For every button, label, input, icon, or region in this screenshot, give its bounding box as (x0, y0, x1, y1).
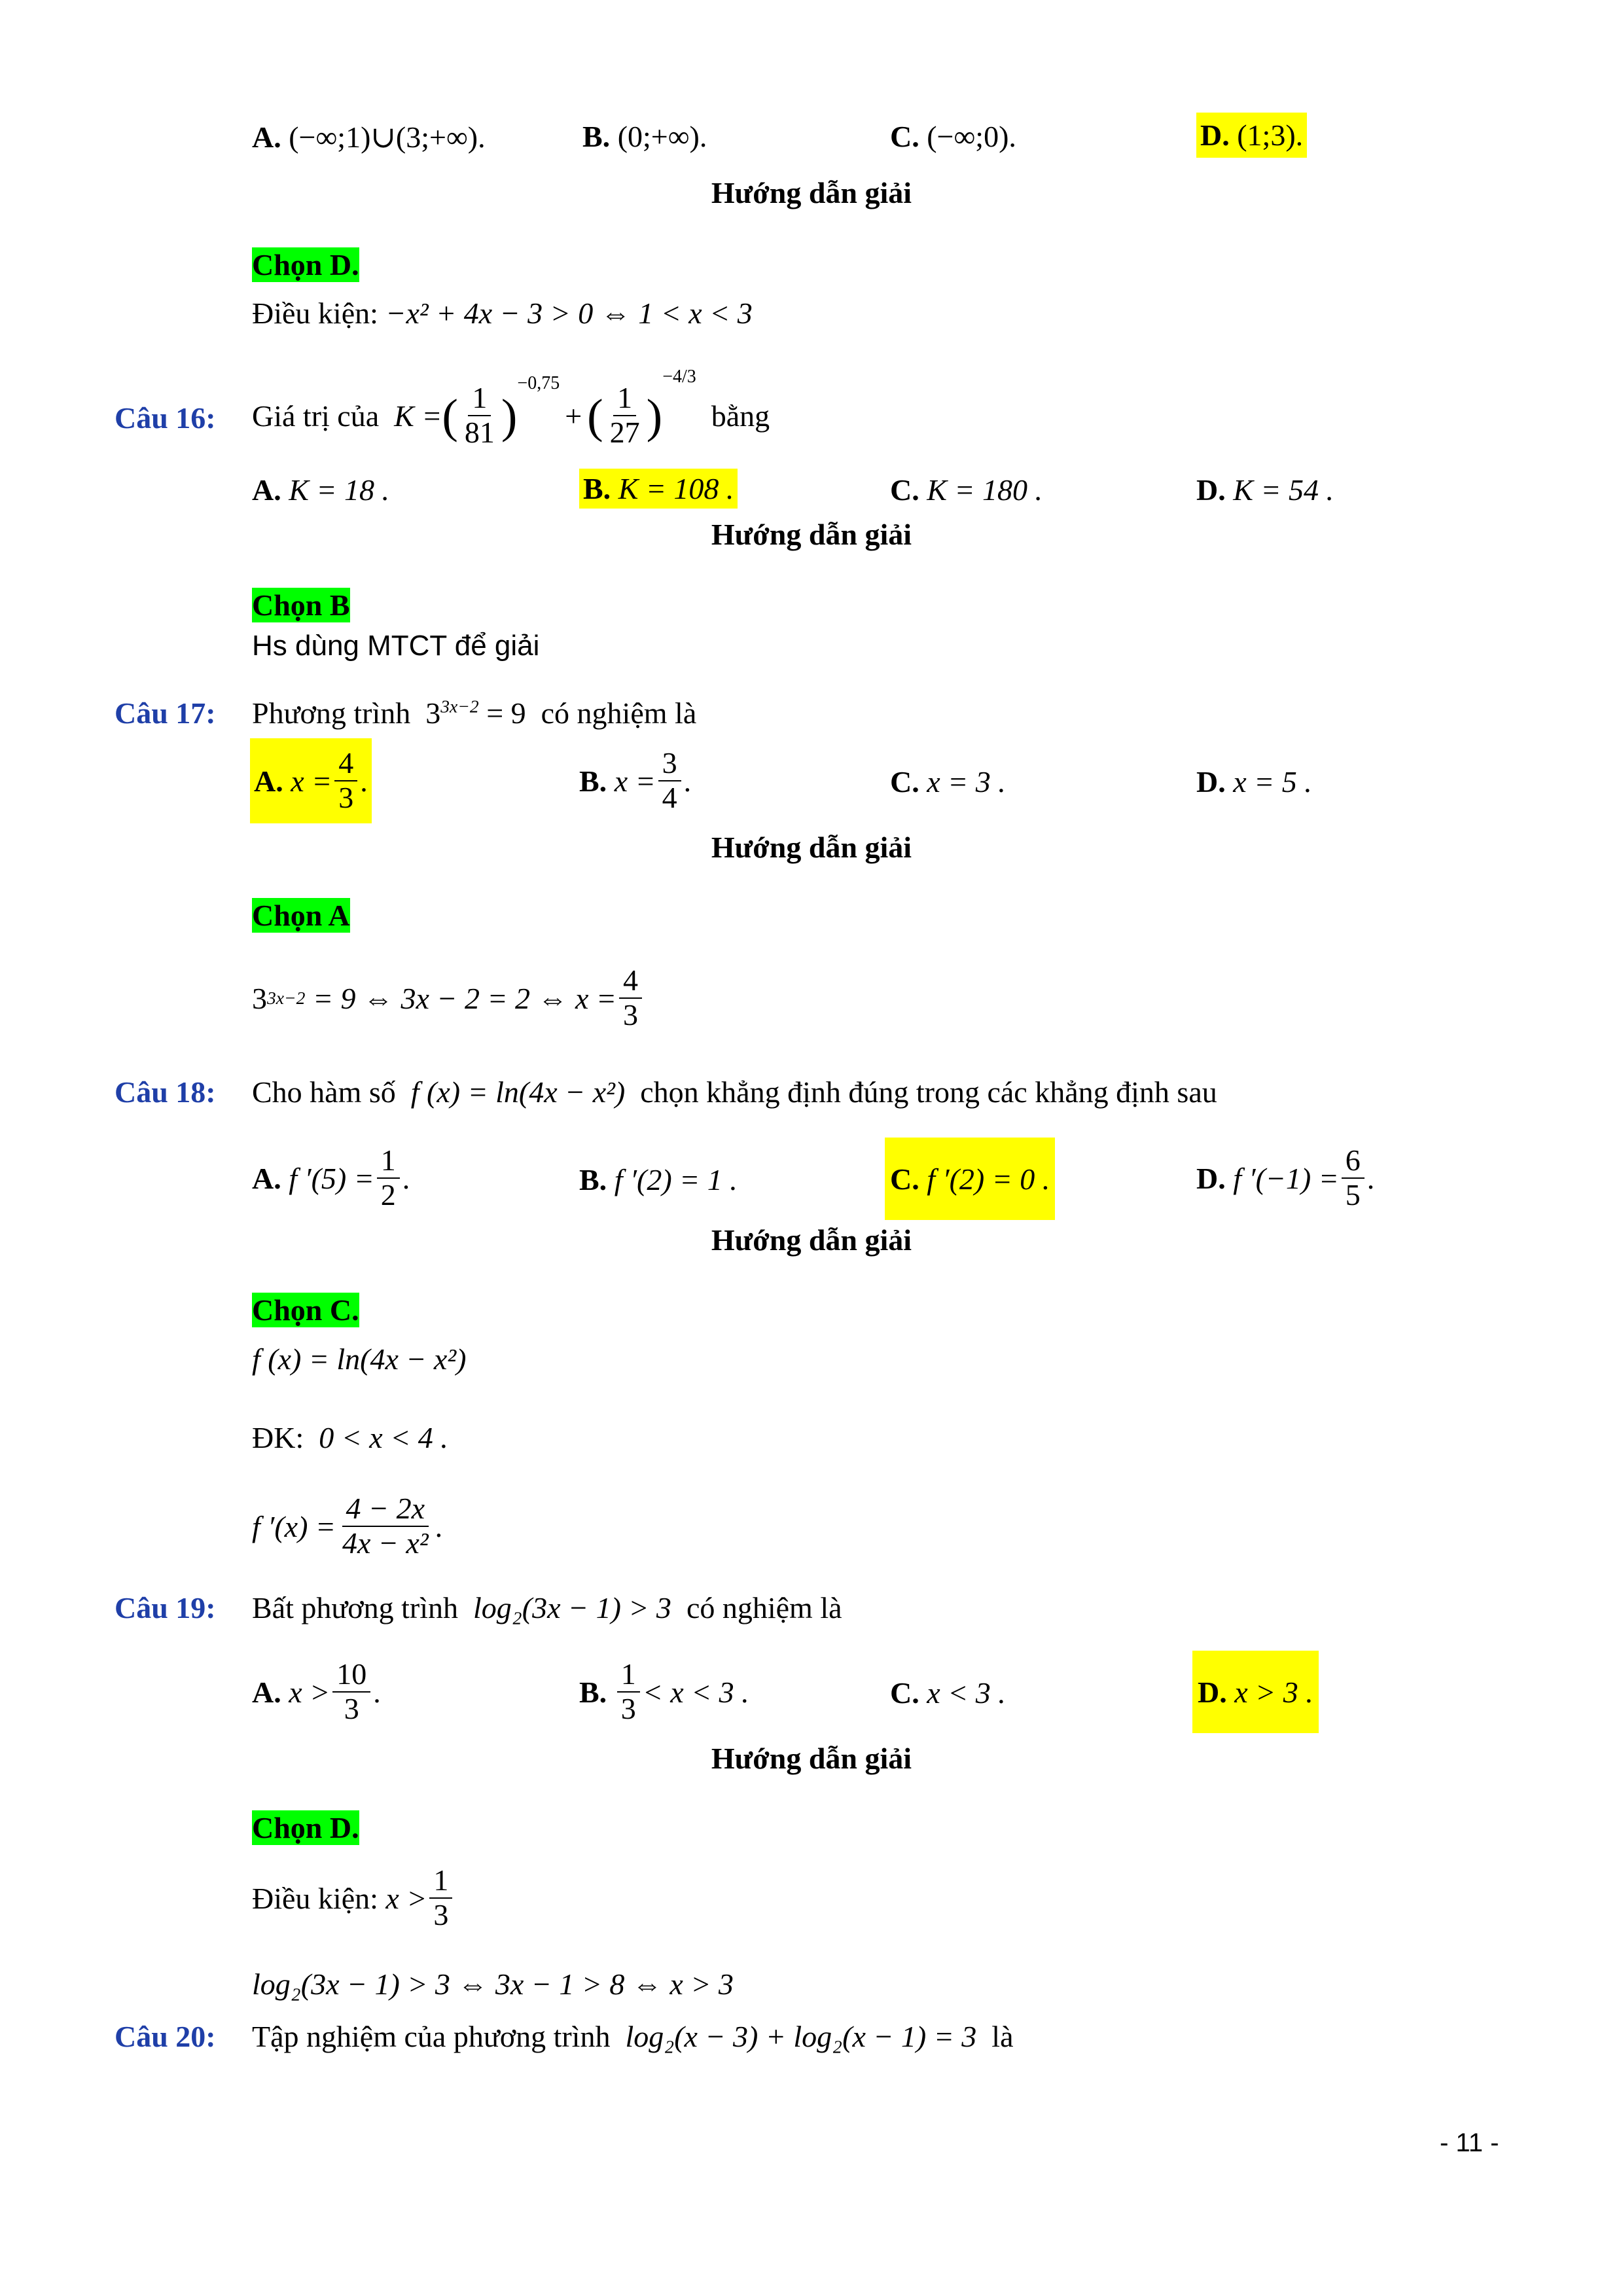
numerator: 4 (334, 747, 357, 781)
denominator: 3 (433, 1898, 449, 1931)
fraction (429, 1864, 452, 1931)
stem-text-end: chọn khẳng định đúng trong các khẳng định sau (640, 1075, 1217, 1109)
q18-guide-heading: Hướng dẫn giải (711, 1223, 912, 1257)
stem-text-end: là (991, 2020, 1014, 2053)
fraction (332, 1658, 370, 1725)
numerator: 4 (619, 964, 642, 999)
denominator: 5 (1345, 1178, 1361, 1211)
equation (425, 696, 526, 730)
q17-label: Câu 17: (115, 696, 216, 730)
option-label: C. (890, 473, 919, 507)
stem-text: Giá trị của (252, 399, 380, 433)
solution-steps: = 9 ⇔ 3x − 2 = 2 ⇔ x = (312, 981, 616, 1015)
stem-text-end: bằng (711, 399, 770, 433)
q16-option-b-correct (579, 469, 738, 509)
option-label: B. (579, 764, 607, 798)
option-label: A. (252, 1161, 281, 1195)
fraction (334, 747, 357, 814)
option-label: C. (890, 1676, 919, 1710)
option-lhs: x = (291, 764, 332, 798)
condition-expr: −x² + 4x − 3 > 0 ⇔ 1 < x < 3 (385, 296, 753, 330)
fraction (338, 1492, 433, 1560)
q17-solution: 3 3x−2 = 9 ⇔ 3x − 2 = 2 ⇔ x = $\frac{4}{3}$ (252, 956, 645, 1041)
numerator: 4 − 2x (342, 1492, 429, 1527)
option-label: B. (583, 472, 611, 505)
q15-option-b (582, 119, 707, 154)
denominator: 3 (344, 1692, 359, 1725)
denominator: 4x − x² (342, 1526, 429, 1560)
q15-guide-heading: Hướng dẫn giải (711, 176, 912, 209)
option-label: B. (579, 1163, 607, 1196)
option-label: D. (1200, 118, 1230, 152)
option-label: D. (1196, 473, 1226, 507)
q18-option-b (579, 1162, 738, 1197)
base: 3 (425, 696, 441, 730)
domain-expr: 0 < x < 4 . (319, 1421, 448, 1454)
q19-option-b (579, 1646, 749, 1738)
q20-stem (252, 2019, 1014, 2054)
plus-sign: + (565, 399, 582, 433)
numerator: 1 (429, 1864, 452, 1899)
q15-choice: Chọn D. (252, 248, 359, 281)
equation: log₂(x − 3) + log₂(x − 1) = 3 (625, 2020, 977, 2053)
q18-option-c-correct (885, 1138, 1055, 1220)
fraction-1-27 (606, 382, 644, 449)
denominator: 3 (622, 998, 638, 1031)
option-text: (0;+∞). (617, 120, 707, 153)
option-text: (1;3). (1237, 118, 1304, 152)
q18-solution-function: f (x) = ln(4x − x²) (252, 1342, 467, 1376)
derivative-lhs: f ′(x) = (252, 1509, 336, 1543)
fraction (617, 1658, 640, 1725)
q17-choice: Chọn A (252, 899, 350, 932)
q15-option-a (252, 119, 486, 154)
option-text: f ′(2) = 1 . (614, 1163, 738, 1196)
option-label: A. (254, 764, 283, 798)
denominator: 27 (609, 416, 640, 449)
numerator: 3 (658, 747, 681, 781)
option-text: (−∞;0). (927, 120, 1016, 153)
option-label: C. (890, 765, 919, 798)
stem-text-end: có nghiệm là (686, 1591, 842, 1624)
q16-choice: Chọn B (252, 588, 350, 622)
numerator: 1 (613, 382, 636, 416)
q19-option-c (890, 1676, 1006, 1710)
q18-domain (252, 1420, 448, 1455)
function: f (x) = ln(4x − x²) (410, 1075, 626, 1109)
q19-choice: Chọn D. (252, 1811, 359, 1844)
q16-guide-heading: Hướng dẫn giải (711, 518, 912, 551)
option-label: B. (582, 120, 611, 153)
exponent-2: −4/3 (662, 367, 696, 387)
denominator: 2 (380, 1178, 396, 1211)
q17-guide-heading: Hướng dẫn giải (711, 831, 912, 864)
rhs: = 9 (486, 696, 526, 730)
q18-stem (252, 1075, 1217, 1109)
numerator: 6 (1342, 1144, 1364, 1179)
option-label: D. (1196, 765, 1226, 798)
denominator: 81 (464, 416, 495, 449)
q17-option-a-correct: A. x = $\frac{4}{3}$ . (250, 738, 372, 823)
q19-label: Câu 19: (115, 1591, 216, 1624)
option-lhs: x = (614, 764, 656, 798)
option-text: x = 3 . (927, 765, 1006, 798)
exponent-1: −0,75 (517, 373, 560, 393)
q17-option-b: B. x = $\frac{3}{4}$ . (579, 746, 692, 814)
condition-lhs: x > (385, 1881, 427, 1915)
exponent: 3x−2 (440, 696, 479, 717)
q15-option-d-correct (1196, 113, 1307, 158)
k-equals: K = (394, 399, 442, 433)
q16-option-a (252, 473, 389, 507)
q19-condition (252, 1852, 455, 1944)
denominator: 3 (338, 781, 354, 814)
q19-guide-heading: Hướng dẫn giải (711, 1742, 912, 1775)
domain-label: ĐK: (252, 1421, 304, 1454)
numerator: 1 (617, 1658, 640, 1693)
inequality: log₂(3x − 1) > 3 (473, 1591, 671, 1624)
fraction (1342, 1144, 1364, 1211)
q18-derivative: f ′(x) = $\frac{4 - 2x}{\text{4x − x²}}$ . (252, 1492, 443, 1560)
option-text: x < 3 . (927, 1676, 1006, 1710)
q18-choice: Chọn C. (252, 1293, 359, 1327)
condition-label: Điều kiện: (252, 1881, 378, 1915)
option-text: x > 3 . (1234, 1675, 1313, 1709)
q16-label: Câu 16: (115, 401, 216, 435)
denominator: 4 (662, 781, 677, 814)
fraction (619, 964, 642, 1031)
numerator: 1 (377, 1144, 400, 1179)
option-text: (−∞;1)∪(3;+∞). (289, 120, 486, 154)
fraction (658, 747, 681, 814)
q15-option-c (890, 119, 1016, 154)
q17-option-d (1196, 764, 1312, 799)
fraction (377, 1144, 400, 1211)
numerator: 1 (468, 382, 491, 416)
option-lhs: x > (289, 1675, 330, 1709)
option-label: B. (579, 1675, 607, 1709)
numerator: 10 (332, 1658, 370, 1693)
option-text: K = 54 . (1233, 473, 1334, 507)
stem-text: Cho hàm số (252, 1075, 396, 1109)
option-label: C. (890, 120, 919, 153)
q15-condition (252, 296, 753, 331)
q16-option-d (1196, 473, 1334, 507)
option-lhs: f ′(−1) = (1233, 1161, 1339, 1195)
stem-text: Bất phương trình (252, 1591, 459, 1624)
q18-option-a: A. f ′(5) = $\frac{1}{2}$ . (252, 1143, 410, 1211)
option-lhs: f ′(5) = (289, 1161, 374, 1195)
option-label: A. (252, 120, 281, 154)
option-label: D. (1198, 1675, 1227, 1709)
stem-text: Phương trình (252, 696, 411, 730)
stem-text: Tập nghiệm của phương trình (252, 2020, 611, 2053)
q19-option-a: A. x > $\frac{10}{3}$ . (252, 1657, 381, 1725)
condition-label: Điều kiện: (252, 296, 378, 330)
q19-option-d-correct (1192, 1651, 1319, 1733)
base: 3 (252, 981, 267, 1015)
q17-option-c (890, 764, 1006, 799)
q18-option-d: D. f ′(−1) = $\frac{6}{5}$ . (1196, 1143, 1375, 1211)
page-number: - 11 - (1440, 2128, 1499, 2157)
option-label: D. (1196, 1161, 1226, 1195)
option-label: A. (252, 473, 281, 507)
q16-note: Hs dùng MTCT để giải (252, 630, 540, 662)
option-text: K = 180 . (927, 473, 1043, 507)
option-text: K = 108 . (618, 472, 734, 505)
option-text: K = 18 . (289, 473, 389, 507)
option-label: C. (890, 1162, 919, 1196)
q19-stem (252, 1590, 842, 1625)
q19-solution: log₂(3x − 1) > 3 ⇔ 3x − 1 > 8 ⇔ x > 3 (252, 1967, 734, 2001)
denominator: 3 (620, 1692, 636, 1725)
option-label: A. (252, 1675, 281, 1709)
stem-text-end: có nghiệm là (541, 696, 697, 730)
q20-label: Câu 20: (115, 2020, 216, 2053)
option-rhs: < x < 3 . (642, 1675, 749, 1709)
fraction-1-81 (461, 382, 499, 449)
q16-option-c (890, 473, 1043, 507)
q17-stem (252, 696, 696, 730)
q18-label: Câu 18: (115, 1075, 216, 1109)
option-text: f ′(2) = 0 . (927, 1162, 1050, 1196)
q16-stem: Giá trị của K = ( $\frac{1}{81}$ ) −0,75 + ( $\frac{1}{27}$ ) −4/3 bằng (252, 367, 770, 449)
option-text: x = 5 . (1233, 765, 1312, 798)
